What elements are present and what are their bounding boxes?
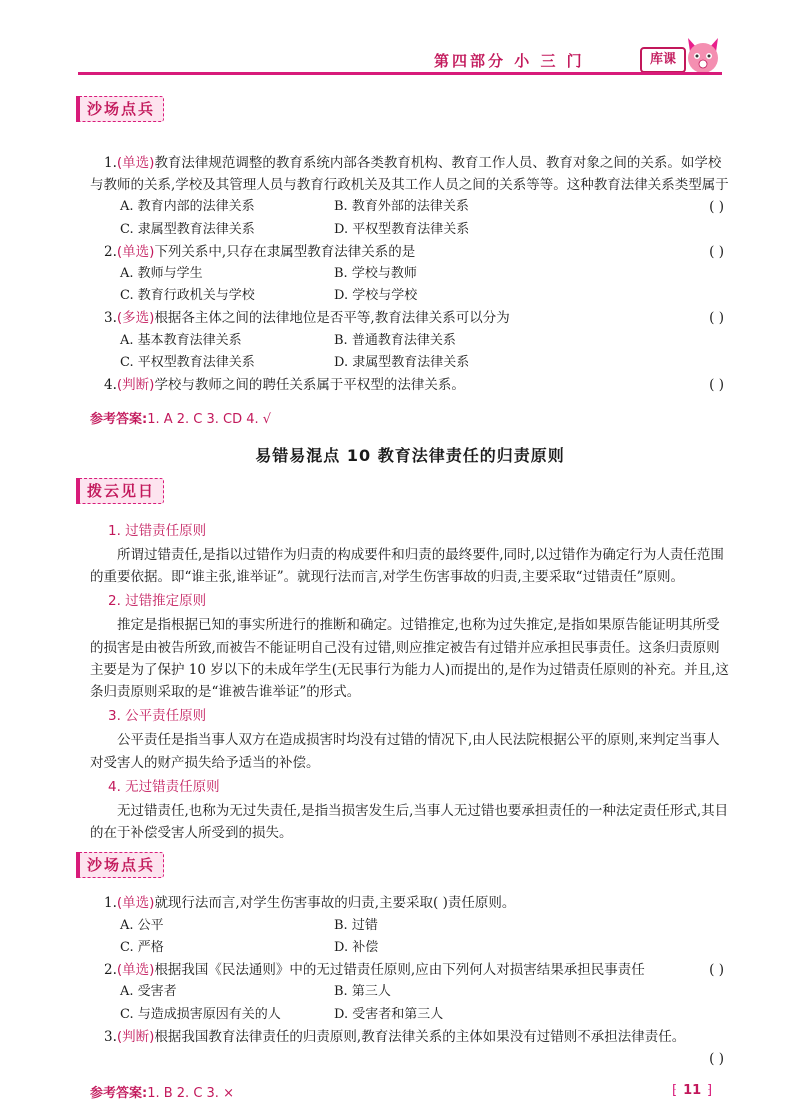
page-header [0, 0, 800, 80]
option: C. 教育行政机关与学校 [120, 288, 255, 304]
answer-key: 参考答案:1. B 2. C 3. × [90, 1086, 234, 1102]
principle-heading: 1. 过错责任原则 [108, 522, 207, 539]
question: 3.(多选)根据各主体之间的法律地位是否平等,教育法律关系可以分为 ( ) A. 基本教育法律关系 B. 普通教育法律关系 C. 平权型教育法律关系 D. 隶属型教育法律关系 [90, 307, 730, 374]
principle [90, 776, 730, 845]
section-tag: 沙场点兵 [76, 852, 164, 878]
question: 3.(判断)根据我国教育法律责任的归责原则,教育法律关系的主体如果没有过错则不承担法律责任。 ( ) [104, 1028, 724, 1067]
page-body [87, 100, 730, 1118]
principle-heading: 2. 过错推定原则 [108, 593, 207, 610]
option: B. 学校与教师 [334, 266, 417, 282]
principle [90, 590, 730, 703]
option: C. 严格 [120, 939, 164, 955]
header-rule [78, 72, 722, 75]
principle [90, 705, 730, 774]
options-grid [90, 330, 730, 374]
option: C. 与造成损害原因有关的人 [120, 1006, 281, 1022]
option: A. 基本教育法律关系 [120, 332, 242, 348]
question: 4.(判断)学校与教师之间的聘任关系属于平权型的法律关系。 ( ) [104, 377, 724, 394]
fox-mascot-icon [682, 34, 724, 76]
option: A. 受害者 [120, 984, 177, 1000]
option: D. 学校与学校 [334, 288, 418, 304]
option: A. 公平 [120, 917, 164, 933]
option: A. 教师与学生 [120, 266, 203, 282]
principle-heading: 3. 公平责任原则 [108, 708, 207, 725]
option: B. 教育外部的法律关系 [334, 199, 469, 215]
brand-logo: 库课 [640, 47, 686, 73]
option: B. 过错 [334, 917, 378, 933]
question: 2.(单选)下列关系中,只存在隶属型教育法律关系的是 ( ) A. 教师与学生 B. 学校与教师 C. 教育行政机关与学校 D. 学校与学校 [90, 241, 730, 308]
option: D. 补偿 [334, 939, 379, 955]
options-grid [90, 263, 730, 307]
section-title: 易错易混点 10 教育法律责任的归责原则 [255, 446, 565, 466]
options-grid [90, 981, 730, 1025]
section-tag: 拨云见日 [76, 478, 164, 504]
principle-heading: 4. 无过错责任原则 [108, 778, 220, 795]
option: D. 隶属型教育法律关系 [334, 354, 470, 370]
option: A. 教育内部的法律关系 [120, 199, 255, 215]
page-number: ⁅ 11 ⁆ [672, 1083, 712, 1098]
question: 1.(单选)教育法律规范调整的教育系统内部各类教育机构、教育工作人员、教育对象之间的关系。如学校与教师的关系,学校及其管理人员与教育行政机关及其工作人员之间的关系等等。这种教育法律关系类型属于 ( ) A. 教育内部的法律关系 B. 教育外部的法律关系 C. 隶属型教育法律关系 D. 平权型教育法律关系 [90, 152, 730, 241]
option: B. 普通教育法律关系 [334, 332, 456, 348]
question: 2.(单选)根据我国《民法通则》中的无过错责任原则,应由下列何人对损害结果承担民事责任 ( ) A. 受害者 B. 第三人 C. 与造成损害原因有关的人 D. 受害者和第三人 [90, 959, 730, 1026]
principle [90, 520, 730, 589]
header-title: 第四部分 小 三 门 [434, 52, 585, 70]
options-grid [90, 196, 695, 240]
option: C. 隶属型教育法律关系 [120, 221, 255, 237]
option: D. 平权型教育法律关系 [334, 221, 470, 237]
answer-key: 参考答案:1. A 2. C 3. CD 4. √ [90, 412, 272, 428]
principle-text: 推定是指根据已知的事实所进行的推断和确定。过错推定,也称为过失推定,是指如果原告能证明其所受的损害是由被告所致,而被告不能证明自己没有过错,则应推定被告有过错并应承担民事责任。这条归责原则主要是为了保护 10 岁以下的未成年学生(无民事行为能力人)而提出的,是作为过错责任原则的补充。并且,这条归责原则采取的是“谁被告谁举证”的形式。 [90, 617, 729, 701]
option: C. 平权型教育法律关系 [120, 354, 255, 370]
principle-text: 无过错责任,也称为无过失责任,是指当损害发生后,当事人无过错也要承担责任的一种法定责任形式,其目的在于补偿受害人所受到的损失。 [90, 803, 729, 842]
section-tag: 沙场点兵 [76, 96, 164, 122]
option: B. 第三人 [334, 984, 391, 1000]
principle-text: 公平责任是指当事人双方在造成损害时均没有过错的情况下,由人民法院根据公平的原则,来判定当事人对受害人的财产损失给予适当的补偿。 [90, 732, 720, 771]
options-grid [90, 915, 730, 959]
question: 1.(单选)就现行法而言,对学生伤害事故的归责,主要采取( )责任原则。 A. 公平 B. 过错 C. 严格 D. 补偿 [90, 892, 730, 959]
option: D. 受害者和第三人 [334, 1006, 444, 1022]
principle-text: 所谓过错责任,是指以过错作为归责的构成要件和归责的最终要件,同时,以过错作为确定行为人责任范围的重要依据。即“谁主张,谁举证”。就现行法而言,对学生伤害事故的归责,主要采取“过错责任”原则。 [90, 546, 724, 586]
